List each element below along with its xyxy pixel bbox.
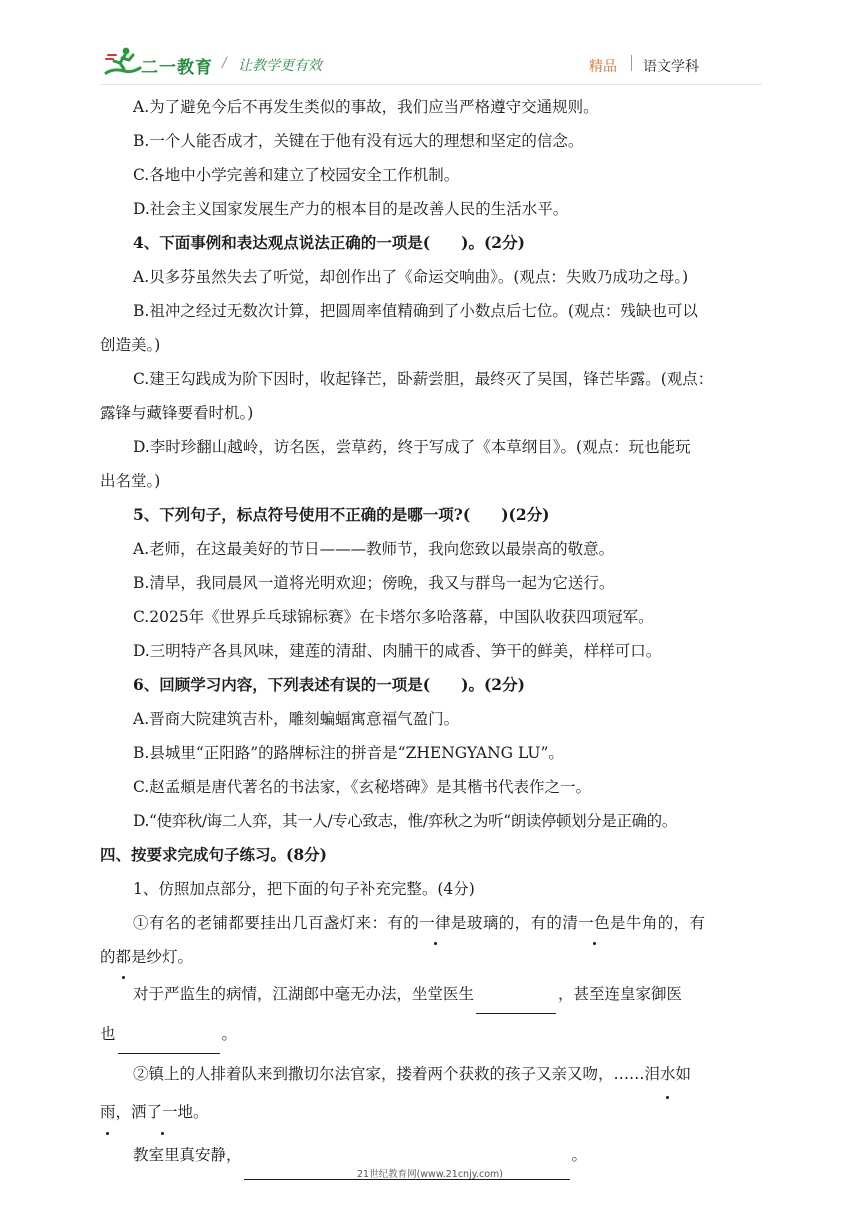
dotted-word: 都	[116, 940, 132, 974]
header-slash: /	[222, 55, 227, 71]
example2-text: ②镇上的人排着队来到撒切尔法官家，搂着两个获救的孩子又亲又吻，……	[133, 1065, 645, 1083]
q4-option-b-line2: 创造美。)	[100, 336, 161, 354]
q6-stem: 6、回顾学习内容，下列表述有误的一项是( )。(2分)	[133, 675, 525, 694]
q3-option-b: B.一个人能否成才，关键在于他有没有远大的理想和坚定的信念。	[133, 132, 584, 150]
q5-option-c: C.2025年《世界乒乓球锦标赛》在卡塔尔多哈落幕，中国队收获四项冠军。	[133, 608, 654, 626]
header-rule	[100, 84, 762, 85]
q4-option-c-line1: C.建王勾践成为阶下因时，收起锋芒，卧薪尝胆，最终灭了吴国，锋芒毕露。(观点：	[133, 370, 714, 388]
fill2-text: 。	[571, 1146, 588, 1164]
example1-text: 的	[100, 948, 116, 966]
subject-label: 语文学科	[643, 59, 699, 75]
fill1-text: 。	[221, 1025, 238, 1043]
example1-line1	[100, 906, 768, 940]
q4-option-a: A.贝多芬虽然失去了听觉，却创作出了《命运交响曲》。(观点：失败乃成功之母。)	[133, 268, 689, 286]
dotted-word: 泪水如	[645, 1054, 692, 1094]
dotted-word: 一色	[578, 906, 610, 940]
example1-text: 是玻璃的，有的清	[451, 914, 579, 932]
brand-slogan: 让教学更有效	[238, 58, 322, 74]
q5-option-a: A.老师，在这最美好的节日———教师节，我向您致以最崇高的敬意。	[133, 540, 615, 558]
page-footer: 21世纪教育网(www.21cnjy.com)	[356, 1169, 503, 1180]
q3-option-c: C.各地中小学完善和建立了校园安全工作机制。	[133, 166, 460, 184]
example2-line1	[100, 1054, 768, 1094]
q5-option-d: D.三明特产各具风味，建莲的清甜、肉脯干的咸香、笋干的鲜美，样样可口。	[133, 642, 662, 660]
q5-option-b: B.清早，我同晨风一道将光明欢迎；傍晚，我又与群鸟一起为它送行。	[133, 574, 615, 592]
dotted-word: 一律	[419, 906, 451, 940]
example1-text: ①有名的老铺都要挂出几百盏灯来：有的	[133, 914, 420, 932]
section4-title: 四、按要求完成句子练习。(8分)	[100, 845, 327, 864]
page-header	[0, 0, 860, 92]
fill1-line1	[100, 974, 768, 1014]
q6-option-a: A.晋商大院建筑吉朴，雕刻蝙蝠寓意福气盈门。	[133, 710, 460, 728]
fill1-line2	[100, 1014, 768, 1054]
q3-option-a: A.为了避免今后不再发生类似的事故，我们应当严格遵守交通规则。	[133, 98, 599, 116]
document-body	[100, 90, 768, 1180]
q4-stem: 4、下面事例和表达观点说法正确的一项是( )。(2分)	[133, 233, 525, 252]
fill1-text: 也	[100, 1025, 116, 1043]
q4-option-b-line1: B.祖冲之经过无数次计算，把圆周率值精确到了小数点后七位。(观点：残缺也可以	[133, 302, 698, 320]
q3-option-d: D.社会主义国家发展生产力的根本目的是改善人民的生活水平。	[133, 200, 569, 218]
section4-sub1: 1、仿照加点部分，把下面的句子补充完整。(4分)	[133, 880, 475, 898]
example1-text: 是纱灯。	[131, 948, 194, 966]
q4-option-c-line2: 露锋与藏锋要看时机。)	[100, 404, 254, 422]
q4-option-d-line1: D.李时珍翻山越岭，访名医，尝草药，终于写成了《本草纲目》。(观点：玩也能玩	[133, 438, 691, 456]
q6-option-c: C.赵孟頫是唐代著名的书法家，《玄秘塔碑》是其楷书代表作之一。	[133, 778, 591, 796]
runner-logo-icon	[104, 46, 142, 78]
premium-label: 精品	[589, 59, 617, 75]
example2-text: 。	[193, 1103, 209, 1121]
brand-name: 二一教育	[141, 58, 213, 78]
dotted-word: 雨	[100, 1094, 116, 1130]
answer-blank-1[interactable]	[476, 995, 556, 1014]
q4-option-d-line2: 出名堂。)	[100, 472, 161, 490]
fill1-text: 对于严监生的病情，江湖郎中毫无办法，坐堂医生	[133, 985, 475, 1003]
dotted-word: 洒了一地	[131, 1094, 193, 1130]
example1-line2	[100, 940, 768, 974]
fill2-text: 教室里真安静，	[133, 1146, 242, 1164]
q5-stem: 5、下列句子，标点符号使用不正确的是哪一项?( )(2分)	[133, 505, 550, 524]
example2-text: ，	[115, 1103, 132, 1121]
q6-option-b: B.县城里“正阳路”的路牌标注的拼音是“ZHENGYANG LU”。	[133, 744, 564, 762]
example2-line2	[100, 1094, 768, 1130]
answer-blank-2[interactable]	[118, 1035, 220, 1054]
fill1-text: ，甚至连皇家御医	[558, 985, 683, 1003]
q6-option-d: D.“使弈秋/诲二人弈，其一人/专心致志，惟/弈秋之为听“朗读停顿划分是正确的。	[133, 812, 677, 830]
header-divider	[631, 55, 632, 71]
example1-text: 是牛角的，有	[610, 914, 706, 932]
